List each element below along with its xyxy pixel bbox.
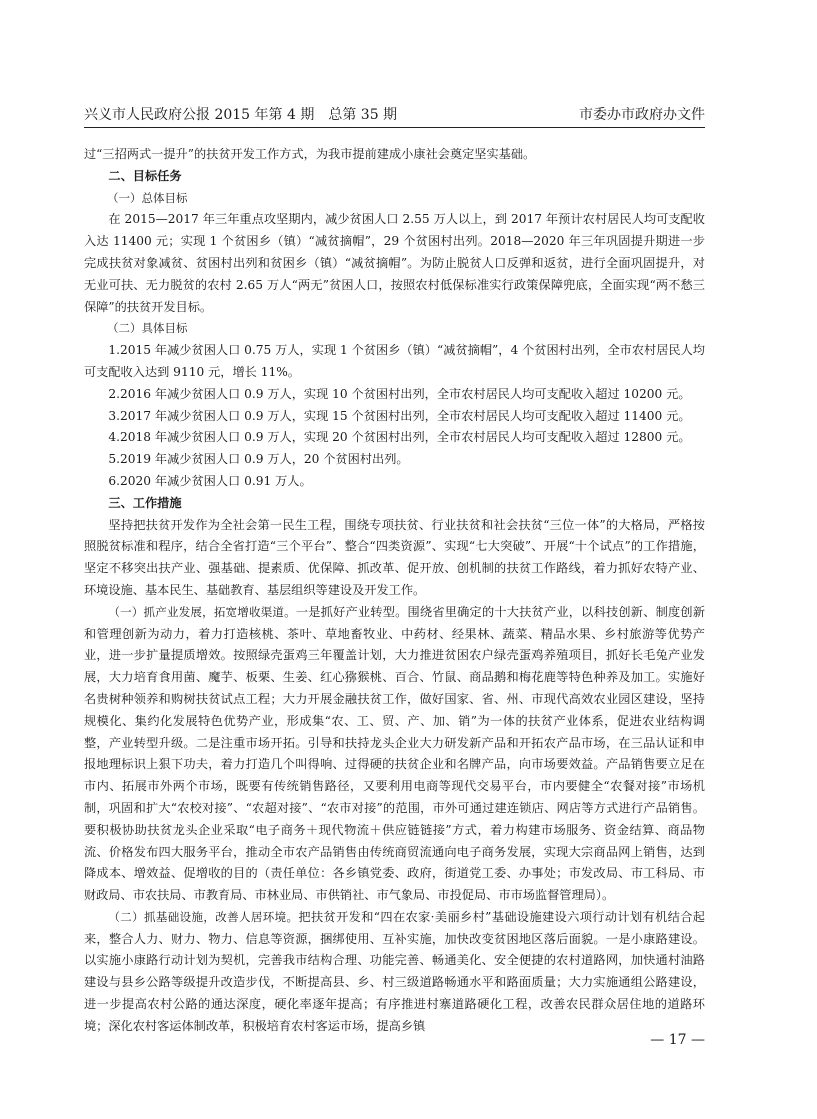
header-section: 市委办市政府办文件 xyxy=(579,107,705,123)
page-number: — 17 — xyxy=(650,1032,705,1048)
page-header xyxy=(84,104,705,126)
text-industry-development: 一是抓好产业转型。围绕省里确定的十大扶贫产业，以科技创新、制度创新和管理创新为动力，着力打造核桃、茶叶、草地畜牧业、中药材、经果林、蔬菜、精品水果、乡村旅游等优势产业，进一步扩量提质增效。按照绿壳蛋鸡三年覆盖计划，大力推进贫困农户绿壳蛋鸡养殖项目，抓好长毛兔产业发展，大力培育食用菌、魔芋、板栗、生姜、红心猕猴桃、百合、竹鼠、商品鹅和梅花鹿等特色种养及加工。实施好名贵树种领养和购树扶贫试点工程；大力开展金融扶贫工作，做好国家、省、州、市现代高效农业园区建设，坚持规模化、集约化发展特色优势产业，形成集“农、工、贸、产、加、销”为一体的扶贫产业体系，促进农业结构调整，产业转型升级。二是注重市场开拓。引导和扶持龙头企业大力研发新产品和开拓农产品市场，在三品认证和申报地理标识上狠下功夫，着力打造几个叫得响、过得硬的扶贫企业和名牌产品，向市场要效益。产品销售要立足在市内、拓展市外两个市场，既要有传统销售路径，又要利用电商等现代交易平台，市内要健全“农餐对接”市场机制，巩固和扩大“农校对接”、“农超对接”、“农市对接”的范围，市外可通过建连锁店、网店等方式进行产品销售。要积极协助扶贫龙头企业采取“电子商务＋现代物流＋供应链链接”方式，着力构建市场服务、资金结算、商品物流、价格发布四大服务平台，推动全市农产品销售由传统商贸流通向电子商务发展，实现大宗商品网上销售，达到降成本、增效益、促增收的目的（责任单位：各乡镇党委、政府，街道党工委、办事处；市发改局、市工科局、市财政局、市农扶局、市教育局、市林业局、市供销社、市气象局、市投促局、市市场监督管理局）。 xyxy=(84,604,706,903)
continuation-paragraph: 过“三招两式一提升”的扶贫开发工作方式，为我市提前建成小康社会奠定坚实基础。 xyxy=(84,147,536,161)
text-infrastructure: 把扶贫开发和“四在农家·美丽乡村”基础设施建设六项行动计划有机结合起来，整合人力、财力、物力、信息等资源，捆绑使用、互补实施，加快改变贫困地区落后面貌。一是小康路建设。以实施小康路行动计划为契机，完善我市结构合理、功能完善、畅通美化、安全便捷的农村道路网，加快通村油路建设与县乡公路等级提升改造步伐，不断提高县、乡、村三级道路畅通水平和路面质量；大力实施通组公路建设，进一步提高农村公路的通达深度，硬化率逐年提高；有序推进村寨道路硬化工程，改善农民群众居住地的道路环境；深化农村客运体制改革，积极培育农村客运市场，提高乡镇 xyxy=(84,909,705,1033)
header-publication: 兴义市人民政府公报 2015 年第 4 期 总第 35 期 xyxy=(84,107,398,123)
heading-measures: 三、工作措施 xyxy=(108,495,182,510)
subheading-specific-goals: （二）具体目标 xyxy=(107,321,188,336)
target-item-2019: 5.2019 年减少贫困人口 0.9 万人，20 个贫困村出列。 xyxy=(108,452,409,467)
target-item-2015: 1.2015 年减少贫困人口 0.75 万人，实现 1 个贫困乡（镇）“减贫摘帽”，4 个贫困村出列，全市农村居民人均可支配收入达到 9110 元，增长 11%。 xyxy=(84,343,705,379)
lead-infrastructure: （二）抓基础设施，改善人居环境。 xyxy=(108,909,299,924)
target-item-2016: 2.2016 年减少贫困人口 0.9 万人，实现 10 个贫困村出列，全市农村居民人均可支配收入超过 10200 元。 xyxy=(108,386,691,401)
subheading-overall-goal: （一）总体目标 xyxy=(107,190,188,205)
lead-industry-development: （一）抓产业发展，拓宽增收渠道。 xyxy=(108,604,296,619)
target-item-2017: 3.2017 年减少贫困人口 0.9 万人，实现 15 个贫困村出列，全市农村居民人均可支配收入超过 11400 元。 xyxy=(108,408,691,423)
header-rule xyxy=(84,127,705,128)
target-item-2020: 6.2020 年减少贫困人口 0.91 万人。 xyxy=(108,473,312,488)
document-body xyxy=(84,144,705,1038)
paragraph-measures-intro: 坚持把扶贫开发作为全社会第一民生工程，围绕专项扶贫、行业扶贫和社会扶贫“三位一体”的大格局，严格按照脱贫标准和程序，结合全省打造“三个平台”、整合“四类资源”、实现“七大突破”、开展“十个试点”的工作措施，坚定不移突出扶产业、强基础、提素质、优保障、抓改革、促开放、创机制的扶贫工作路线，着力抓好农特产业、环境设施、基本民生、基础教育、基层组织等建设及开发工作。 xyxy=(84,517,705,597)
paragraph-overall-goal: 在 2015—2017 年三年重点攻坚期内，减少贫困人口 2.55 万人以上，到 2017 年预计农村居民人均可支配收入达 11400 元；实现 1 个贫困乡（镇）“减贫摘帽”，29 个贫困村出列。2018—2020 年三年巩固提升期进一步完成扶贫对象减贫、贫困村出列和贫困乡（镇）“减贫摘帽”。为防止脱贫人口反弹和返贫，进行全面巩固提升，对无业可扶、无力脱贫的农村 2.65 万人“两无”贫困人口，按照农村低保标准实行政策保障兜底，全面实现“两不愁三保障”的扶贫开发目标。 xyxy=(84,212,705,314)
paragraph-industry-development xyxy=(84,602,705,907)
heading-goals: 二、目标任务 xyxy=(108,168,182,183)
target-item-2018: 4.2018 年减少贫困人口 0.9 万人，实现 20 个贫困村出列，全市农村居民人均可支配收入超过 12800 元。 xyxy=(108,430,691,445)
paragraph-infrastructure xyxy=(84,907,705,1038)
